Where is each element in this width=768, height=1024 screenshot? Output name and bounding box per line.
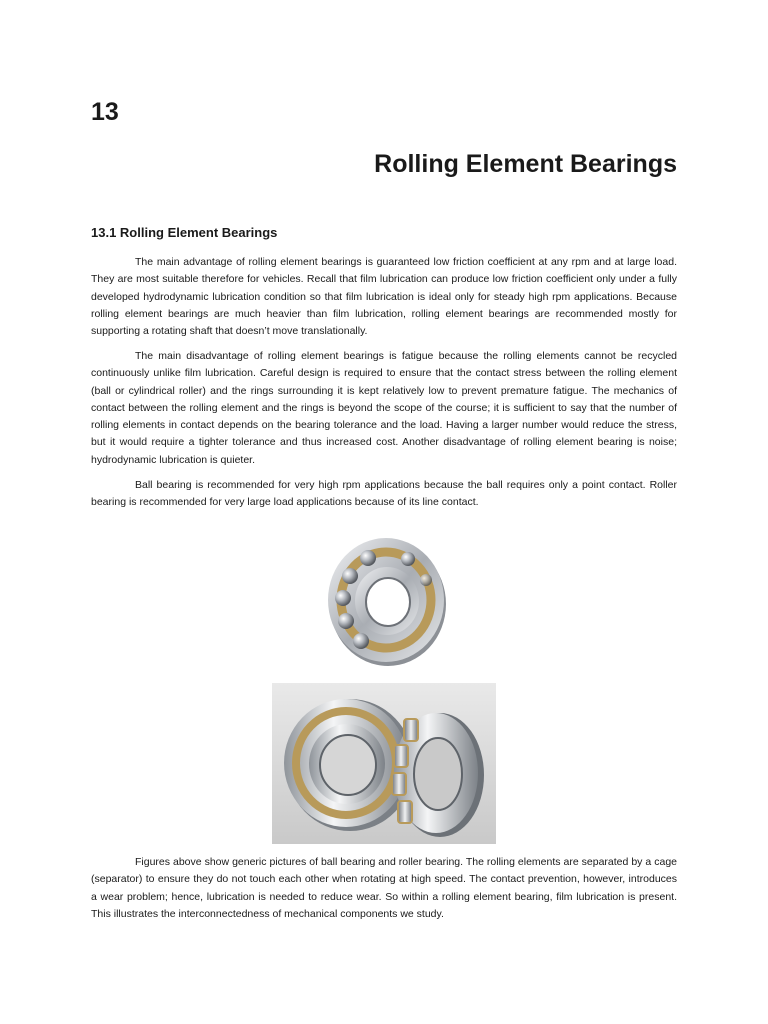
- section-heading: 13.1 Rolling Element Bearings: [91, 225, 278, 240]
- roller-bearing-icon: [272, 683, 496, 844]
- paragraph-advantage: The main advantage of rolling element bearings is guaranteed low friction coefficient at any rpm and at large load. They are most suitable therefore for vehicles. Recall that film lubrication can produce low friction coefficient only under a fully developed hydrodynamic lubrication condition so that film lubrication is ideal only for steady high rpm applications. Because rolling element bearings are much heavier than film lubrication, rolling element bearings are recommended mostly for supporting a rotating shaft that doesn’t move translationally.: [91, 256, 677, 338]
- ball-bearing-icon: [316, 528, 452, 670]
- paragraph-figures-description: Figures above show generic pictures of ball bearing and roller bearing. The rolling elements are separated by a cage (separator) to ensure they do not touch each other when rotating at high speed. The contact prevention, however, introduces a wear problem; hence, lubrication is needed to reduce wear. So within a rolling element bearing, film lubrication is present. This illustrates the interconnectedness of mechanical components we study.: [91, 856, 677, 920]
- paragraph-ball-vs-roller: Ball bearing is recommended for very high rpm applications because the ball requires only a point contact. Roller bearing is recommended for very large load applications because of its line contact.: [91, 479, 677, 509]
- chapter-title: Rolling Element Bearings: [374, 150, 677, 178]
- ball-bearing-figure: [316, 528, 452, 670]
- paragraph-disadvantage: The main disadvantage of rolling element bearings is fatigue because the rolling elements cannot be recycled continuously unlike film lubrication. Careful design is required to ensure that the contact stress between the rolling element (ball or cylindrical roller) and the rings surrounding it is kept relatively low to prevent premature fatigue. The mechanics of contact between the rolling element and the rings is beyond the scope of the course; it is sufficient to say that the number of rolling elements in contact depends on the bearing tolerance and the load. Having a larger number would reduce the stress, but it would require a tighter tolerance and thus increased cost. Another disadvantage of rolling element bearing is noise; hydrodynamic lubrication is quieter.: [91, 350, 677, 466]
- chapter-number: 13: [91, 98, 119, 126]
- roller-bearing-figure: [272, 683, 496, 844]
